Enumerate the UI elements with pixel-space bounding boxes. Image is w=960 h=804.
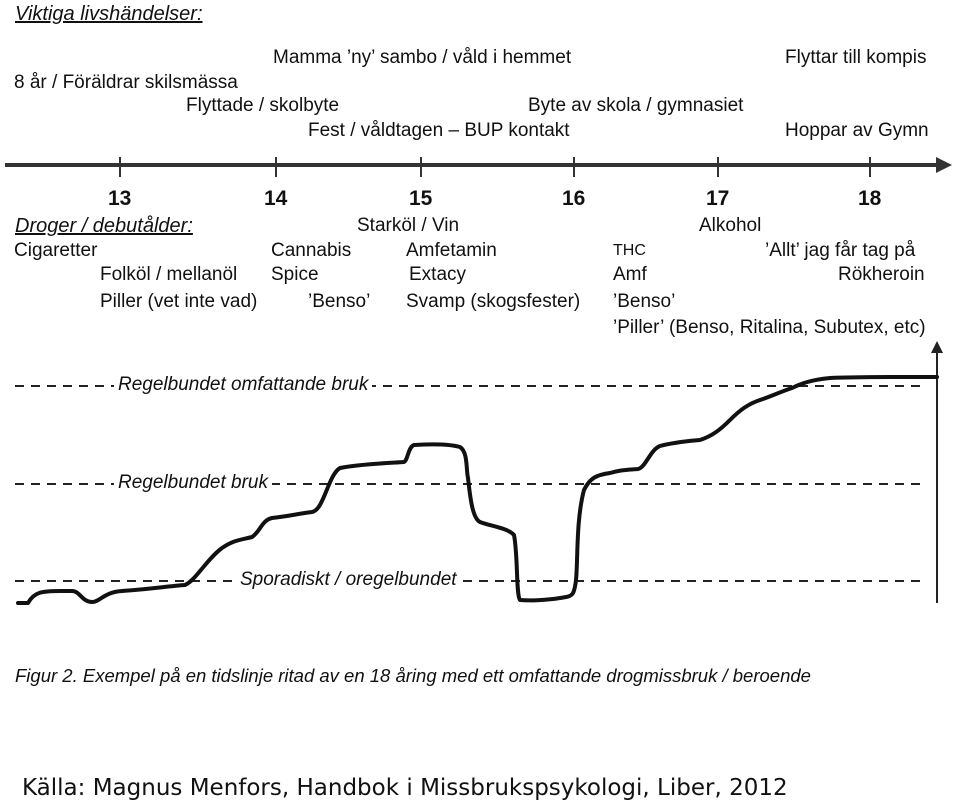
- drug-item: Svamp (skogsfester): [406, 291, 581, 312]
- drug-item: THC: [613, 242, 646, 259]
- life-event: Byte av skola / gymnasiet: [528, 95, 744, 116]
- drug-item: ’Piller’ (Benso, Ritalina, Subutex, etc): [613, 317, 926, 338]
- drug-item: Piller (vet inte vad): [100, 291, 258, 312]
- life-event: Flyttar till kompis: [785, 47, 927, 68]
- source-citation: Källa: Magnus Menfors, Handbok i Missbrukspsykologi, Liber, 2012: [22, 775, 788, 801]
- life-event: Flyttade / skolbyte: [186, 95, 340, 116]
- drug-item: Spice: [271, 264, 319, 285]
- drug-item: Cannabis: [271, 240, 352, 261]
- life-event: 8 år / Föräldrar skilsmässa: [14, 72, 238, 93]
- drug-item: Amf: [613, 264, 647, 285]
- drug-item: Starköl / Vin: [357, 215, 460, 236]
- life-events-heading: Viktiga livshändelser:: [15, 3, 203, 25]
- drug-item: ’Allt’ jag får tag på: [765, 240, 916, 261]
- drug-item: Folköl / mellanöl: [100, 264, 238, 285]
- figure-caption: Figur 2. Exempel på en tidslinje ritad av en 18 åring med ett omfattande drogmissbruk / beroende: [15, 665, 811, 686]
- drugs-heading: Droger / debutålder:: [15, 215, 193, 237]
- timeline-arrowhead: [936, 157, 952, 173]
- drug-item: Rökheroin: [838, 264, 925, 285]
- drug-item: Alkohol: [699, 215, 762, 236]
- life-event: Hoppar av Gymn: [785, 120, 929, 141]
- level-label-heavy: Regelbundet omfattande bruk: [114, 375, 372, 394]
- age-label-13: 13: [108, 187, 132, 210]
- level-label-regular: Regelbundet bruk: [114, 473, 272, 492]
- drug-item: ’Benso’: [308, 291, 371, 312]
- age-label-16: 16: [562, 187, 586, 210]
- life-event: Fest / våldtagen – BUP kontakt: [308, 120, 570, 141]
- drug-item: Extacy: [409, 264, 467, 285]
- level-label-sporadic: Sporadiskt / oregelbundet: [236, 570, 461, 589]
- drug-item: Amfetamin: [406, 240, 497, 261]
- age-label-14: 14: [264, 187, 288, 210]
- drug-item: ’Benso’: [613, 291, 676, 312]
- drug-item: Cigaretter: [14, 240, 98, 261]
- life-event: Mamma ’ny’ sambo / våld i hemmet: [273, 47, 572, 68]
- age-label-18: 18: [858, 187, 882, 210]
- age-label-15: 15: [409, 187, 433, 210]
- y-axis-arrowhead: [931, 341, 943, 353]
- age-label-17: 17: [706, 187, 730, 210]
